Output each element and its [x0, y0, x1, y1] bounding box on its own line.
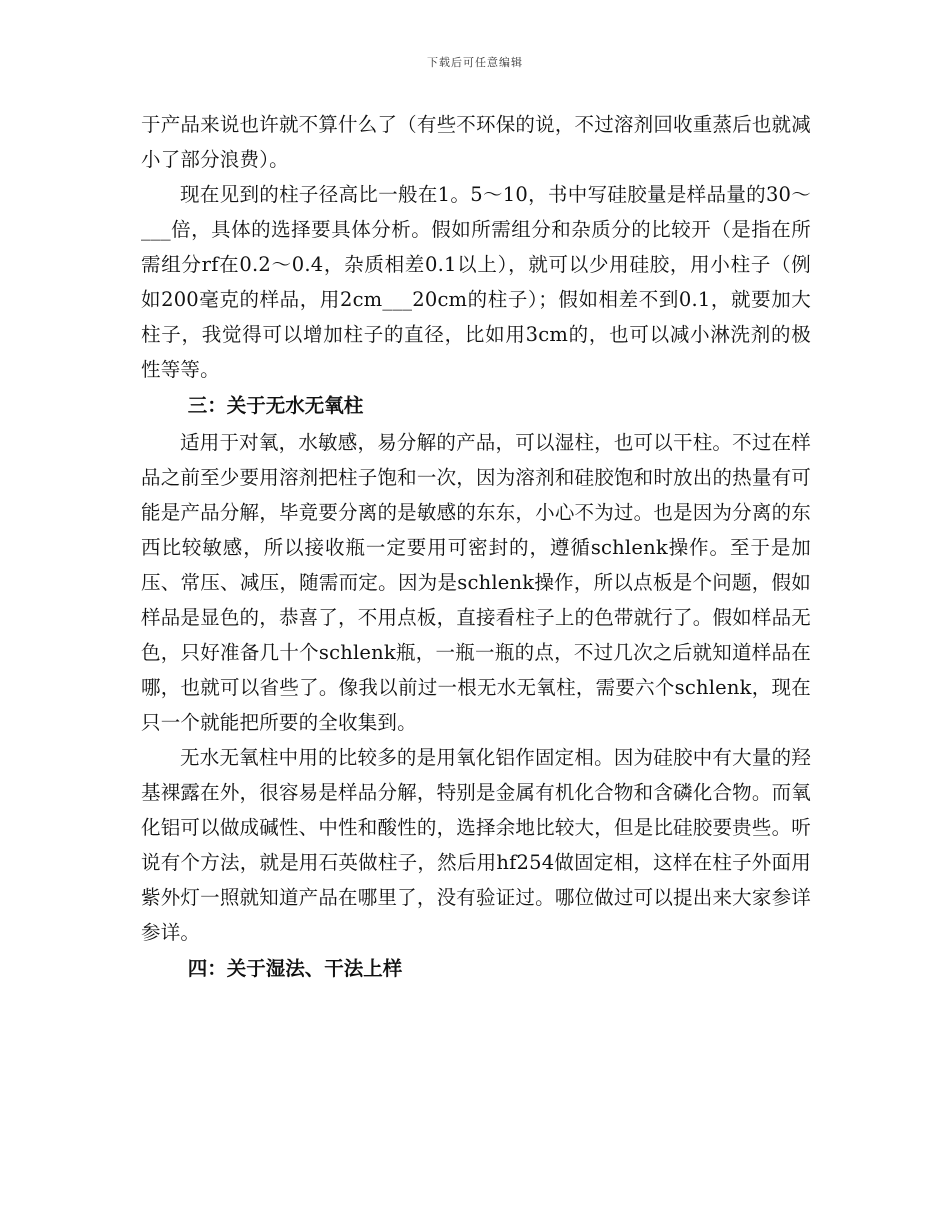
paragraph-anhydrous-column: 适用于对氧，水敏感，易分解的产品，可以湿柱，也可以干柱。不过在样品之前至少要用溶剂把柱子饱和一次，因为溶剂和硅胶饱和时放出的热量有可能是产品分解，毕竟要分离的是敏感的东东，小心不为过。也是因为分离的东西比较敏感，所以接收瓶一定要用可密封的，遵循schlenk操作。至于是加压、常压、减压，随需而定。因为是schlenk操作，所以点板是个问题，假如样品是显色的，恭喜了，不用点板，直接看柱子上的色带就行了。假如样品无色，只好准备几十个schlenk瓶，一瓶一瓶的点，不过几次之后就知道样品在哪，也就可以省些了。像我以前过一根无水无氧柱，需要六个schlenk，现在只一个就能把所要的全收集到。 [141, 431, 811, 734]
section-heading-anhydrous-column: 三：关于无水无氧柱 [187, 394, 364, 417]
paragraph-continuation: 于产品来说也许就不算什么了（有些不环保的说，不过溶剂回收重蒸后也就减小了部分浪费）。 [141, 113, 811, 171]
paragraph-alumina-phase: 无水无氧柱中用的比较多的是用氧化铝作固定相。因为硅胶中有大量的羟基裸露在外，很容易是样品分解，特别是金属有机化合物和含磷化合物。而氧化铝可以做成碱性、中性和酸性的，选择余地比较大，但是比硅胶要贵些。听说有个方法，就是用石英做柱子，然后用hf254做固定相，这样在柱子外面用紫外灯一照就知道产品在哪里了，没有验证过。哪位做过可以提出来大家参详参详。 [141, 746, 811, 944]
paragraph-column-ratio: 现在见到的柱子径高比一般在1。5～10，书中写硅胶量是样品量的30～___倍，具体的选择要具体分析。假如所需组分和杂质分的比较开（是指在所需组分rf在0.2～0.4，杂质相差0.1以上），就可以少用硅胶，用小柱子（例如200毫克的样品，用2cm___20cm的柱子）；假如相差不到0.1，就要加大柱子，我觉得可以增加柱子的直径，比如用3cm的，也可以减小淋洗剂的极性等等。 [141, 183, 811, 381]
page-header: 下载后可任意编辑 [427, 56, 523, 69]
section-heading-sample-loading: 四：关于湿法、干法上样 [187, 957, 403, 980]
document-body [141, 107, 811, 988]
